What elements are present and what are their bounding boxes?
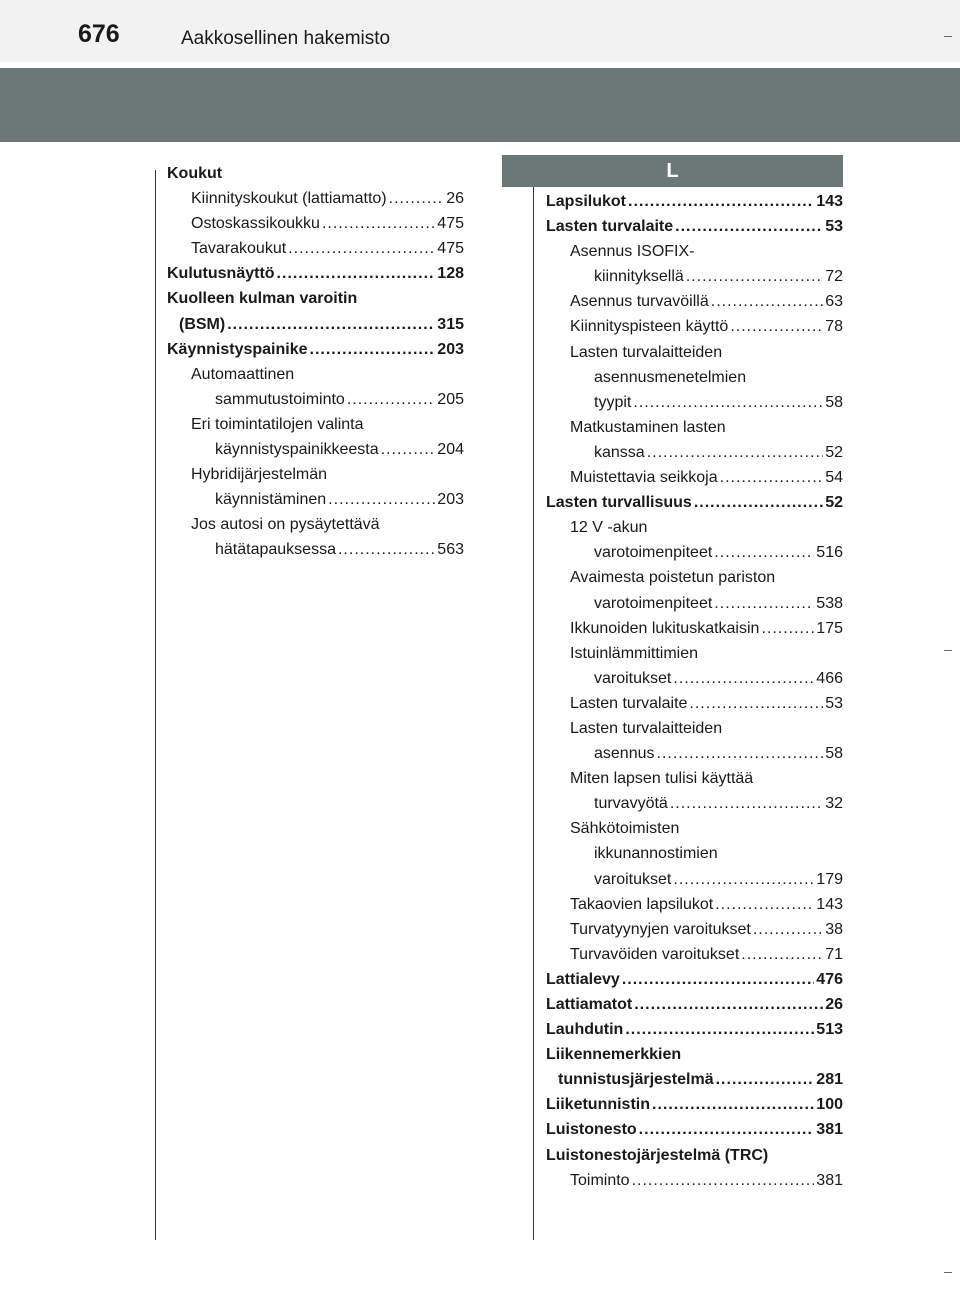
index-entry <box>546 716 843 741</box>
index-entry-page: 53 <box>825 694 843 712</box>
left-index-column <box>167 161 464 563</box>
index-entry-text: Lauhdutin <box>546 1021 624 1039</box>
left-column-rule <box>155 170 156 1240</box>
index-entry-text: (BSM) <box>179 315 226 333</box>
index-entry-text: Kulutusnäyttö <box>167 265 275 283</box>
dot-leader <box>715 892 814 917</box>
index-entry <box>167 211 464 236</box>
index-entry-text: Asennus ISOFIX- <box>570 243 695 261</box>
index-entry-text: Luistonesto <box>546 1121 637 1139</box>
index-entry-text: Matkustaminen lasten <box>570 418 726 436</box>
index-entry <box>546 415 843 440</box>
index-entry-text: käynnistäminen <box>215 491 327 509</box>
index-entry-page: 381 <box>816 1121 843 1139</box>
section-letter-header <box>502 155 843 187</box>
index-entry-page: 203 <box>437 491 464 509</box>
index-entry-text: Lasten turvalaite <box>546 218 674 236</box>
dot-leader <box>657 741 824 766</box>
index-entry <box>546 1168 843 1193</box>
index-entry-page: 26 <box>825 996 843 1013</box>
index-entry-page: 466 <box>816 669 843 687</box>
index-entry-page: 513 <box>816 1021 843 1039</box>
index-entry-page: 205 <box>437 390 464 408</box>
index-entry-text: varoitukset <box>594 669 672 687</box>
index-entry-text: Lasten turvalaitteiden <box>570 343 723 361</box>
index-entry-page: 100 <box>816 1096 843 1114</box>
index-entry <box>167 337 464 362</box>
index-entry-page: 78 <box>825 318 843 336</box>
dot-leader <box>381 437 436 462</box>
index-entry <box>546 214 843 239</box>
crop-mark <box>944 650 952 651</box>
index-entry <box>546 289 843 314</box>
index-entry-page: 179 <box>816 870 843 888</box>
index-entry <box>546 239 843 264</box>
dot-leader <box>689 691 823 716</box>
index-entry-page: 52 <box>825 494 843 512</box>
dot-leader <box>716 1067 815 1092</box>
index-entry <box>167 387 464 412</box>
index-entry <box>546 390 843 415</box>
dot-leader <box>639 1117 815 1142</box>
index-entry-page: 54 <box>825 469 843 487</box>
index-entry-page: 26 <box>446 190 464 208</box>
index-entry-text: Käynnistyspainike <box>167 340 308 358</box>
index-entry <box>546 816 843 841</box>
index-entry-page: 58 <box>825 745 843 763</box>
index-entry-text: Luistonestojärjestelmä (TRC) <box>546 1146 769 1164</box>
index-entry <box>167 437 464 462</box>
dot-leader <box>310 337 436 362</box>
index-entry-text: Eri toimintatilojen valinta <box>191 415 364 433</box>
index-entry-page: 475 <box>437 215 464 233</box>
index-entry <box>546 1092 843 1117</box>
dot-leader <box>720 465 824 490</box>
dot-leader <box>389 186 445 211</box>
index-entry-text: Avaimesta poistetun pariston <box>570 569 776 587</box>
dot-leader <box>694 490 823 515</box>
index-entry <box>546 365 843 390</box>
right-column-rule <box>533 170 534 1240</box>
index-entry <box>167 312 464 337</box>
index-entry <box>546 591 843 616</box>
index-entry-text: Lasten turvalaite <box>570 694 688 712</box>
dot-leader <box>741 942 823 967</box>
index-entry <box>546 465 843 490</box>
index-entry-text: varotoimenpiteet <box>594 594 713 612</box>
index-entry-text: Ikkunoiden lukituskatkaisin <box>570 619 760 637</box>
index-entry-page: 381 <box>816 1171 843 1189</box>
index-entry <box>546 867 843 892</box>
index-entry <box>546 691 843 716</box>
dot-leader <box>673 867 814 892</box>
page-header <box>0 0 960 62</box>
index-entry <box>167 462 464 487</box>
index-entry-page: 72 <box>825 268 843 286</box>
index-entry <box>546 917 843 942</box>
section-letter: L <box>666 159 679 182</box>
index-entry <box>546 1143 843 1168</box>
index-entry <box>546 1117 843 1142</box>
index-entry-text: ikkunannostimien <box>594 845 718 863</box>
dot-leader <box>632 1168 815 1193</box>
dot-leader <box>338 537 435 562</box>
page-number: 676 <box>78 20 120 48</box>
index-entry-text: Jos autosi on pysäytettävä <box>191 516 380 534</box>
index-entry-page: 143 <box>816 895 843 913</box>
index-entry-page: 32 <box>825 795 843 813</box>
index-entry-text: Hybridijärjestelmän <box>191 466 328 484</box>
index-entry-page: 71 <box>825 945 843 963</box>
index-entry-page: 63 <box>825 293 843 311</box>
index-entry-text: Lasten turvalaitteiden <box>570 719 723 737</box>
index-entry-text: 12 V -akun <box>570 519 648 537</box>
dot-leader <box>652 1092 814 1117</box>
index-entry-text: Lattiamatot <box>546 996 633 1013</box>
index-entry <box>546 565 843 590</box>
index-entry-text: Sähkötoimisten <box>570 820 680 838</box>
dot-leader <box>288 236 435 261</box>
index-entry-page: 53 <box>825 218 843 236</box>
index-entry-text: käynnistyspainikkeesta <box>215 441 379 459</box>
dot-leader <box>730 314 823 339</box>
index-entry-text: Tavarakoukut <box>191 240 287 258</box>
index-entry <box>546 515 843 540</box>
dot-leader <box>277 261 436 286</box>
index-entry <box>546 340 843 365</box>
index-entry-text: Koukut <box>167 165 223 182</box>
index-entry-text: varotoimenpiteet <box>594 544 713 562</box>
index-entry <box>546 766 843 791</box>
dot-leader <box>714 591 814 616</box>
index-entry-text: Takaovien lapsilukot <box>570 895 714 913</box>
index-entry <box>546 264 843 289</box>
dot-leader <box>622 967 814 992</box>
index-entry-text: Kiinnityskoukut (lattiamatto) <box>191 190 387 208</box>
index-entry-text: turvavyötä <box>594 795 668 813</box>
index-entry <box>546 992 843 1017</box>
index-entry <box>546 1042 843 1067</box>
index-entry <box>546 490 843 515</box>
index-entry-text: tyypit <box>594 393 632 411</box>
index-entry-page: 563 <box>437 541 464 559</box>
index-entry-text: Liikennemerkkien <box>546 1046 682 1064</box>
index-entry <box>546 540 843 565</box>
index-entry <box>167 186 464 211</box>
index-entry-page: 538 <box>816 594 843 612</box>
index-entry <box>546 741 843 766</box>
index-entry <box>167 512 464 537</box>
dot-leader <box>753 917 823 942</box>
index-entry-text: Automaattinen <box>191 365 295 383</box>
dot-leader <box>673 666 814 691</box>
dot-leader <box>686 264 823 289</box>
page-title: Aakkosellinen hakemisto <box>181 28 391 49</box>
index-entry <box>546 314 843 339</box>
index-entry <box>546 967 843 992</box>
index-entry-text: Lasten turvallisuus <box>546 494 692 512</box>
index-entry-text: Asennus turvavöillä <box>570 293 709 311</box>
index-entry-text: Lapsilukot <box>546 193 627 210</box>
dot-leader <box>328 487 435 512</box>
dot-leader <box>670 791 823 816</box>
dot-leader <box>625 1017 814 1042</box>
index-entry <box>167 362 464 387</box>
index-entry-text: Miten lapsen tulisi käyttää <box>570 770 754 788</box>
index-entry <box>546 841 843 866</box>
right-index-column <box>546 189 843 1193</box>
index-entry-page: 476 <box>816 970 843 988</box>
dot-leader <box>347 387 435 412</box>
index-entry-text: Kuolleen kulman varoitin <box>167 290 358 308</box>
dot-leader <box>714 540 814 565</box>
index-entry <box>546 641 843 666</box>
index-entry <box>546 942 843 967</box>
index-entry-page: 58 <box>825 393 843 411</box>
index-entry <box>167 286 464 311</box>
index-entry-page: 203 <box>437 340 464 358</box>
dot-leader <box>633 390 823 415</box>
index-entry-text: Kiinnityspisteen käyttö <box>570 318 729 336</box>
dot-leader <box>761 616 814 641</box>
crop-mark <box>944 1272 952 1273</box>
dot-leader <box>322 211 435 236</box>
index-entry <box>167 537 464 562</box>
index-entry-page: 38 <box>825 920 843 938</box>
index-entry <box>167 487 464 512</box>
index-entry-text: varoitukset <box>594 870 672 888</box>
index-entry-page: 175 <box>816 619 843 637</box>
index-entry-page: 315 <box>437 315 464 333</box>
index-entry <box>167 261 464 286</box>
index-entry-text: asennus <box>594 745 655 763</box>
index-entry-page: 204 <box>437 441 464 459</box>
index-entry <box>546 666 843 691</box>
dot-leader <box>647 440 824 465</box>
index-entry-text: Liiketunnistin <box>546 1096 650 1114</box>
index-entry-text: Lattialevy <box>546 970 620 988</box>
index-entry <box>546 791 843 816</box>
dot-leader <box>227 312 435 337</box>
index-entry-page: 475 <box>437 240 464 258</box>
dot-leader <box>634 992 823 1017</box>
index-entry-text: Istuinlämmittimien <box>570 644 699 662</box>
index-entry <box>167 412 464 437</box>
crop-mark <box>944 36 952 37</box>
index-entry-text: kiinnityksellä <box>594 268 684 286</box>
index-entry-text: Turvatyynyjen varoitukset <box>570 920 751 938</box>
dot-leader <box>711 289 823 314</box>
index-entry <box>546 1067 843 1092</box>
index-entry-text: Muistettavia seikkoja <box>570 469 718 487</box>
dot-leader <box>628 189 814 214</box>
index-entry-text: Ostoskassikoukku <box>191 215 320 233</box>
index-entry <box>546 1017 843 1042</box>
index-entry <box>546 616 843 641</box>
index-entry-page: 52 <box>825 443 843 461</box>
index-entry-text: Turvavöiden varoitukset <box>570 945 740 963</box>
index-entry <box>546 440 843 465</box>
index-entry-text: kanssa <box>594 443 645 461</box>
index-entry-page: 143 <box>816 193 843 210</box>
index-entry <box>167 161 464 186</box>
index-entry-text: Toiminto <box>570 1171 630 1189</box>
dot-leader <box>675 214 823 239</box>
index-entry <box>546 189 843 214</box>
index-entry-text: tunnistusjärjestelmä <box>558 1071 714 1089</box>
index-entry <box>167 236 464 261</box>
index-entry-page: 128 <box>437 265 464 283</box>
index-entry-text: asennusmenetelmien <box>594 368 747 386</box>
index-entry <box>546 892 843 917</box>
index-entry-page: 281 <box>816 1071 843 1089</box>
index-entry-text: hätätapauksessa <box>215 541 336 559</box>
index-entry-text: sammutustoiminto <box>215 390 345 408</box>
header-banner <box>0 68 960 142</box>
index-entry-page: 516 <box>816 544 843 562</box>
